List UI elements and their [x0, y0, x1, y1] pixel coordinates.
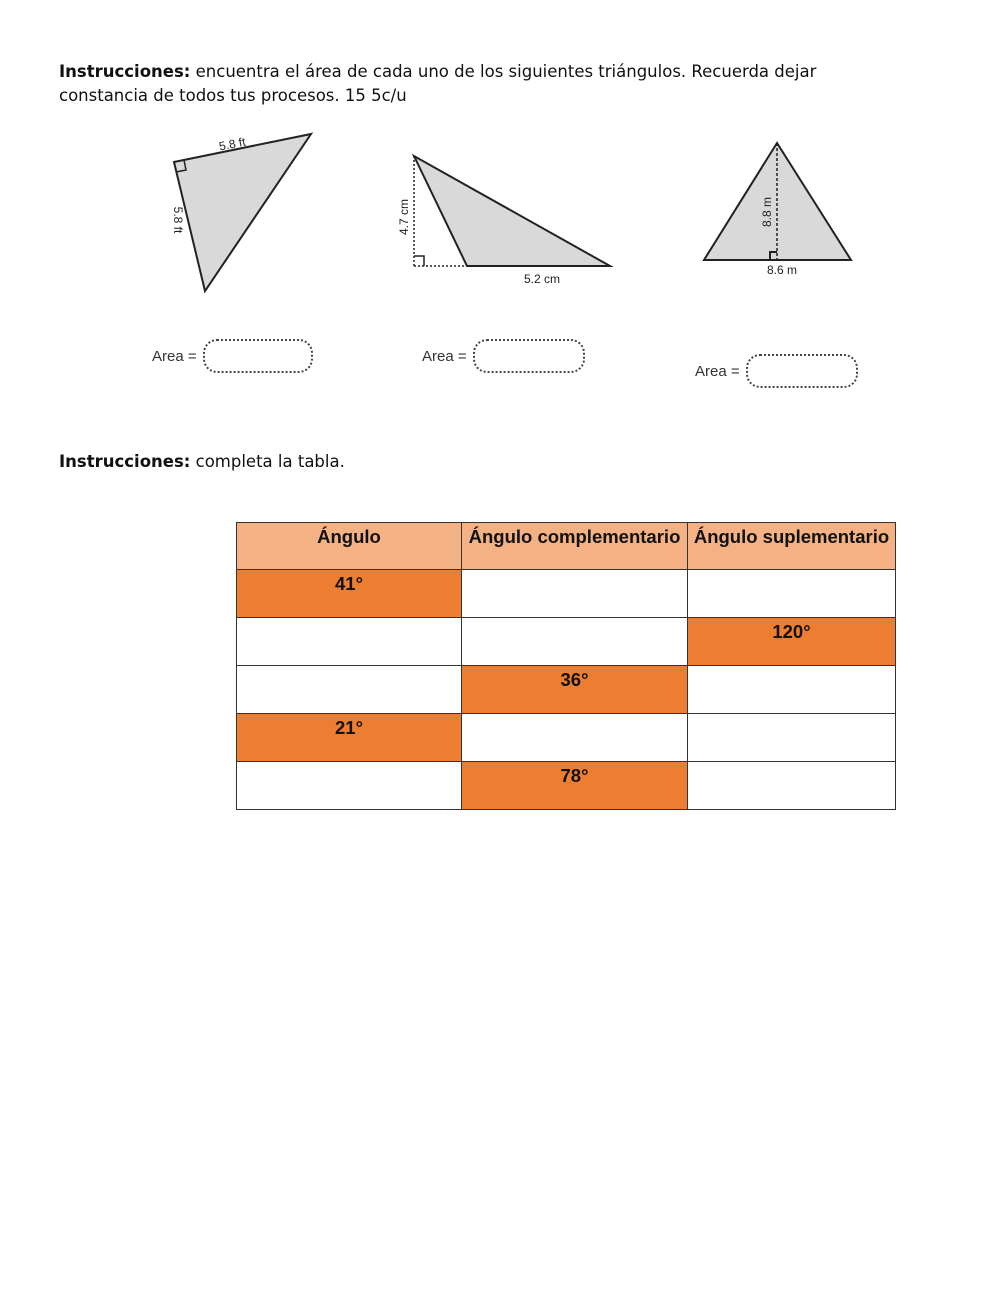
instructions-text: encuentra el área de cada uno de los siguientes triángulos. Recuerda dejar constancia de todos tus procesos. 15 5c/u	[59, 62, 817, 105]
triangle-2-height-label: 4.7 cm	[397, 198, 411, 236]
area-label-3: Area =	[695, 362, 740, 380]
triangle-2	[397, 156, 610, 286]
table-cell-input[interactable]	[462, 618, 688, 666]
area-row-3	[695, 354, 858, 388]
triangle-2-base-label: 5.2 cm	[523, 272, 561, 286]
table-cell-input[interactable]	[237, 618, 462, 666]
area-row-2	[422, 339, 585, 373]
table-cell-input[interactable]	[237, 762, 462, 810]
triangle-1-side-label: 5.8 ft	[171, 206, 185, 234]
table-cell-input[interactable]	[688, 666, 896, 714]
table-cell: 36°	[462, 666, 688, 714]
triangle-3-height-label: 8.8 m	[760, 196, 774, 228]
area-label-2: Area =	[422, 347, 467, 365]
instructions-label-2: Instrucciones:	[59, 452, 191, 471]
header-supplementary: Ángulo suplementario	[688, 523, 896, 570]
table-cell: 78°	[462, 762, 688, 810]
table-cell-input[interactable]	[462, 714, 688, 762]
triangle-3-base-label: 8.6 m	[766, 263, 798, 277]
table-cell: 21°	[237, 714, 462, 762]
table-row	[237, 570, 896, 618]
triangle-1-top-label: 5.8 ft	[217, 134, 247, 154]
table-row	[237, 762, 896, 810]
area-input-1[interactable]	[203, 339, 313, 373]
triangle-1	[171, 134, 311, 291]
area-input-2[interactable]	[473, 339, 585, 373]
instructions-table	[59, 450, 879, 474]
table-cell-input[interactable]	[688, 570, 896, 618]
table-cell-input[interactable]	[688, 762, 896, 810]
triangle-3	[704, 143, 851, 277]
table-cell-input[interactable]	[237, 666, 462, 714]
table-cell-input[interactable]	[462, 570, 688, 618]
area-label-1: Area =	[152, 347, 197, 365]
table-row	[237, 714, 896, 762]
header-complementary: Ángulo complementario	[462, 523, 688, 570]
instructions-label: Instrucciones:	[59, 62, 191, 81]
instructions-text-2: completa la tabla.	[190, 452, 345, 471]
table-cell: 120°	[688, 618, 896, 666]
table-row	[237, 618, 896, 666]
area-input-3[interactable]	[746, 354, 858, 388]
angles-table	[236, 522, 896, 810]
table-row	[237, 666, 896, 714]
table-cell-input[interactable]	[688, 714, 896, 762]
table-cell: 41°	[237, 570, 462, 618]
header-angle: Ángulo	[237, 523, 462, 570]
area-row-1	[152, 339, 313, 373]
table-header-row	[237, 523, 896, 570]
